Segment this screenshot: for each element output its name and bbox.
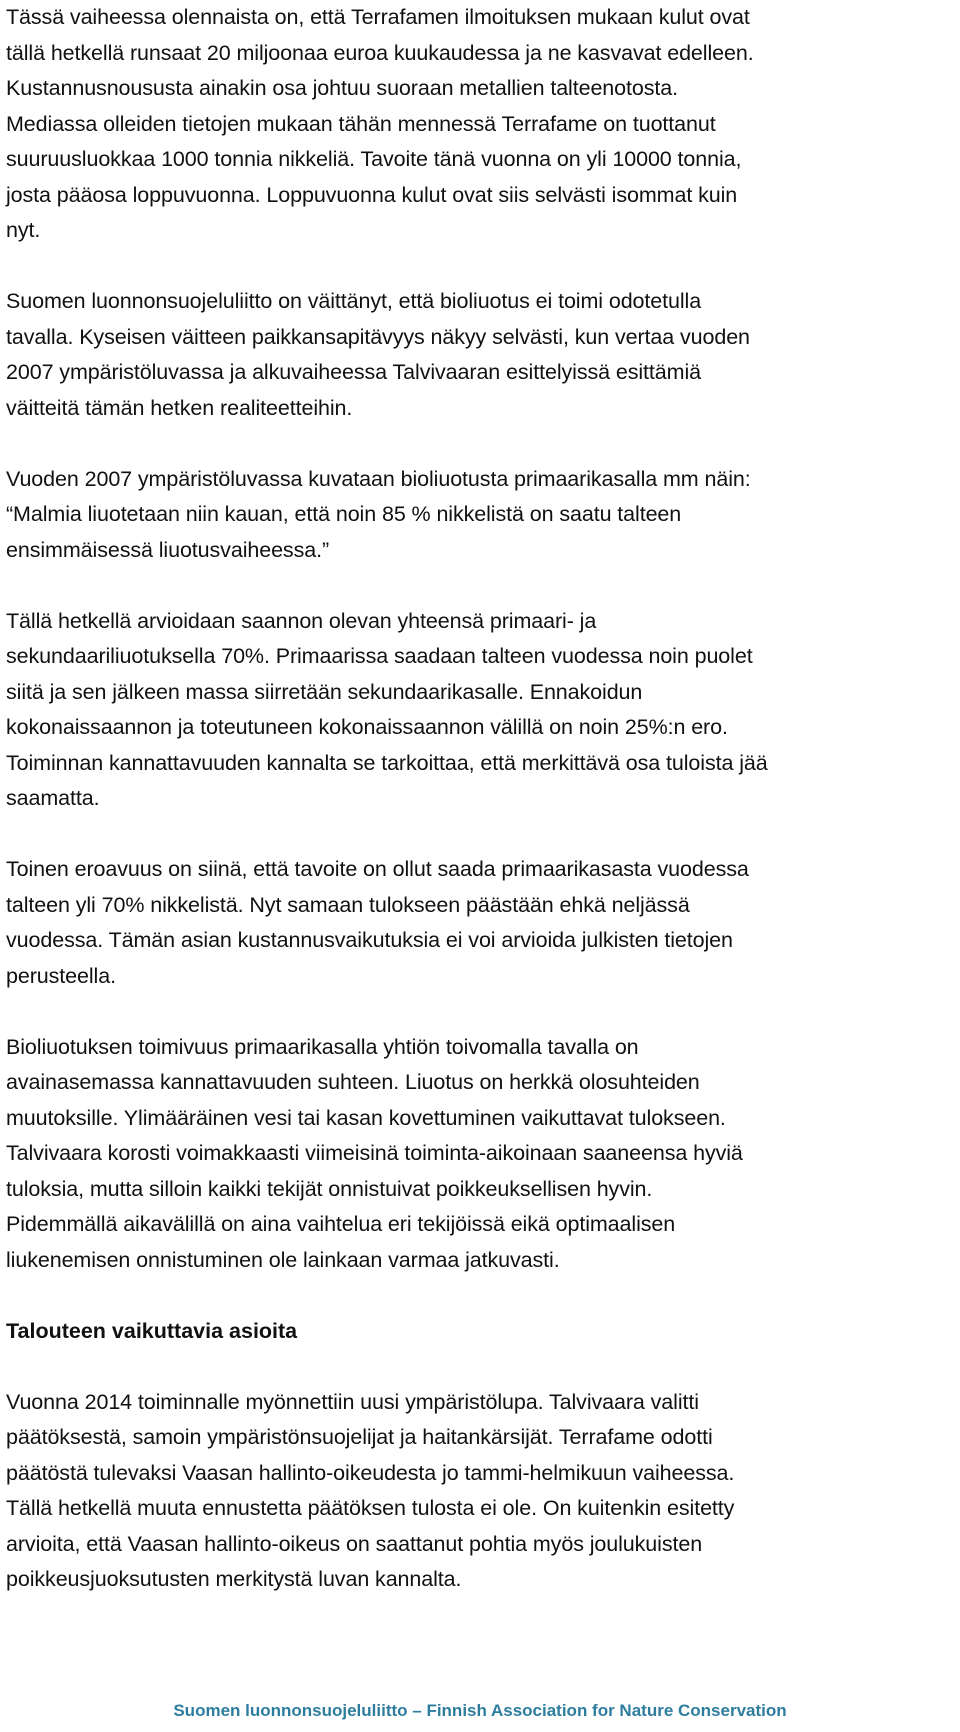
paragraph-yield-estimate: Tällä hetkellä arvioidaan saannon olevan yhteensä primaari- ja sekundaariliuotuksella 70%. Primaarissa saadaan talteen vuodessa noin puolet siitä ja sen jälkeen massa siirretään sekundaarikasalle. Ennakoidun kokonaissaannon ja toteutuneen kokonaissaannon välillä on noin 25%:n ero. Toiminnan kannattavuuden kannalta se tarkoittaa, että merkittävä osa tuloista jää saamatta. xyxy=(6,608,768,810)
paragraph-bioleaching-claim: Suomen luonnonsuojeluliitto on väittänyt, että bioliuotus ei toimi odotetulla tavalla. Kyseisen väitteen paikkansapitävyys näkyy selvästi, kun vertaa vuoden 2007 ympäristöluvassa ja alkuvaiheessa Talvivaaran esittelyissä esittämiä väitteitä tämän hetken realiteetteihin. xyxy=(6,289,750,420)
footer-organization: Suomen luonnonsuojeluliitto – Finnish Association for Nature Conservation xyxy=(173,1701,787,1720)
document-body xyxy=(6,0,956,1598)
section-heading: Talouteen vaikuttavia asioita xyxy=(6,1318,298,1343)
paragraph-bioleaching-functionality: Bioliuotuksen toimivuus primaarikasalla yhtiön toivomalla tavalla on avainasemassa kannattavuuden suhteen. Liuotus on herkkä olosuhteiden muutoksille. Ylimääräinen vesi tai kasan kovettuminen vaikuttavat tulokseen. Talvivaara korosti voimakkaasti viimeisinä toiminta-aikoinaan saaneensa hyviä tuloksia, mutta silloin kaikki tekijät onnistuivat poikkeuksellisen hyvin. Pidemmällä aikavälillä on aina vaihtelua eri tekijöissä eikä optimaalisen liukenemisen onnistuminen ole lainkaan varmaa jatkuvasti. xyxy=(6,1034,743,1272)
paragraph-environmental-permit-2007: Vuoden 2007 ympäristöluvassa kuvataan bioliuotusta primaarikasalla mm näin: “Malmia liuotetaan niin kauan, että noin 85 % nikkelistä on saatu talteen ensimmäisessä liuotusvaiheessa.” xyxy=(6,466,751,562)
paragraph-terrafame-costs: Tässä vaiheessa olennaista on, että Terrafamen ilmoituksen mukaan kulut ovat tällä hetkellä runsaat 20 miljoonaa euroa kuukaudessa ja ne kasvavat edelleen. Kustannusnoususta ainakin osa johtuu suoraan metallien talteenotosta. Mediassa olleiden tietojen mukaan tähän mennessä Terrafame on tuottanut suuruusluokkaa 1000 tonnia nikkeliä. Tavoite tänä vuonna on yli 10000 tonnia, josta pääosa loppuvuonna. Loppuvuonna kulut ovat siis selvästi isommat kuin nyt. xyxy=(6,5,754,242)
paragraph-second-difference: Toinen eroavuus on siinä, että tavoite on ollut saada primaarikasasta vuodessa talteen yli 70% nikkelistä. Nyt samaan tulokseen päästään ehkä neljässä vuodessa. Tämän asian kustannusvaikutuksia ei voi arvioida julkisten tietojen perusteella. xyxy=(6,857,749,988)
paragraph-new-permit-2014: Vuonna 2014 toiminnalle myönnettiin uusi ympäristölupa. Talvivaara valitti päätöksestä, samoin ympäristönsuojelijat ja haitankärsijät. Terrafame odotti päätöstä tulevaksi Vaasan hallinto-oikeudesta jo tammi-helmikuun vaiheessa. Tällä hetkellä muuta ennustetta päätöksen tulosta ei ole. On kuitenkin esitetty arvioita, että Vaasan hallinto-oikeus on saattanut pohtia myös joulukuisten poikkeusjuoksutusten merkitystä luvan kannalta. xyxy=(6,1389,735,1591)
